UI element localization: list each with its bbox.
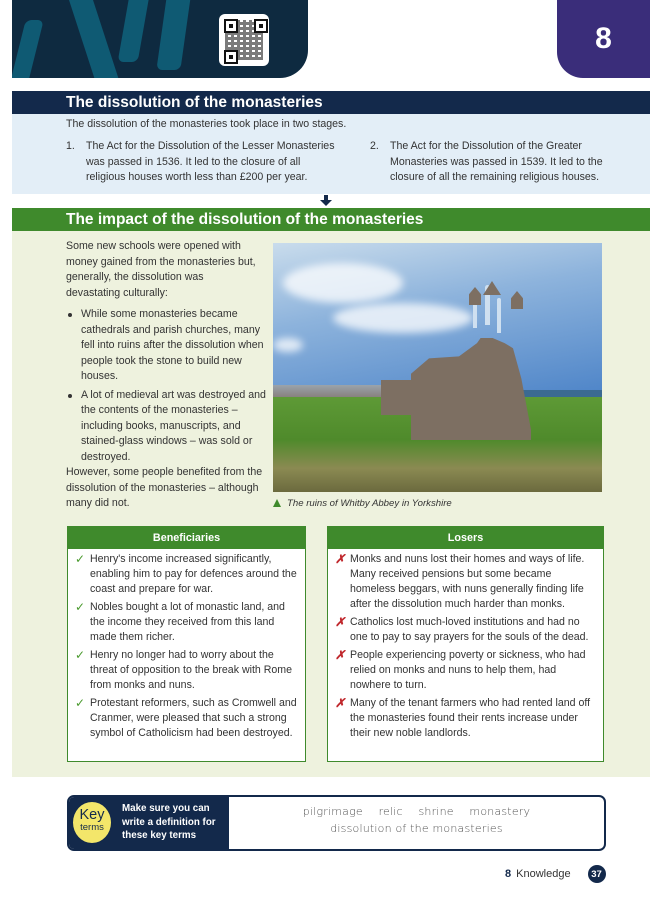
cross-icon: ✗ [335,648,346,662]
table-header: Losers [328,527,603,549]
list-item [75,600,299,645]
checkmark-icon: ✓ [75,696,86,710]
impact-conclusion: However, some people benefited from the dissolution of the monasteries – although many did not. [66,466,263,509]
stage-text: The Act for the Dissolution of the Lesser Monasteries was passed in 1536. It led to the closure of all religious houses worth less than £200 per year. [86,140,335,183]
key-term: shrine [418,805,454,818]
item-text: Henry's income increased significantly, enabling him to pay for defences around the coast and prepare for war. [90,553,297,595]
page-footer [505,865,606,883]
section-title: The dissolution of the monasteries [66,94,323,111]
list-item [75,696,299,741]
badge-line: Key [79,807,105,823]
key-terms-list [229,803,604,837]
item-text: People experiencing poverty or sickness, who had relied on monks and nuns to help them, had nowhere to turn. [350,649,586,691]
triangle-up-icon [273,499,281,507]
brush-decoration [66,0,122,78]
image-caption [273,498,452,509]
item-text: Protestant reformers, such as Cromwell and Cranmer, were pleased that such a strong symbol of Catholicism had been destroyed. [90,697,297,739]
stage-number: 2. [370,140,379,152]
stage-item [66,139,336,186]
chapter-number-tab: 8 [557,0,650,78]
key-terms-panel [69,797,229,849]
brush-decoration [118,0,151,62]
bullet-item: While some monasteries became cathedrals and parish churches, many fell into ruins after the dissolution when people took the stone to build new houses. [66,307,276,385]
checkmark-icon: ✓ [75,600,86,614]
item-text: Monks and nuns lost their homes and ways of life. Many received pensions but some became homeless beggars, with nuns generally finding life after the dissolution much harder than monks. [350,553,585,610]
list-item [335,648,597,693]
item-text: Catholics lost much-loved institutions and had no one to pay to say prayers for the souls of the dead. [350,616,589,643]
impact-intro: Some new schools were opened with money gained from the monasteries but, generally, the dissolution was devastating culturally: [66,240,256,299]
caption-text: The ruins of Whitby Abbey in Yorkshire [287,498,452,509]
key-terms-box [67,795,606,851]
list-item [335,696,597,741]
item-text: Many of the tenant farmers who had rented land off the monasteries found their rents increase under their new noble landlords. [350,697,591,739]
key-terms-badge [72,801,112,844]
item-text: Nobles bought a lot of monastic land, and the income they received from this land made them richer. [90,601,285,643]
badge-line: terms [80,822,104,833]
section-intro: The dissolution of the monasteries took place in two stages. [66,118,347,130]
stage-text: The Act for the Dissolution of the Greater Monasteries was passed in 1539. It led to the closure of all the remaining religious houses. [390,140,603,183]
key-term: relic [378,805,403,818]
qr-code-icon[interactable] [219,14,269,66]
brush-decoration [156,0,191,70]
beneficiaries-table [67,526,306,762]
cross-icon: ✗ [335,552,346,566]
section-title: The impact of the dissolution of the monasteries [66,211,424,228]
stage-item [370,139,610,186]
brush-decoration [12,20,44,78]
impact-bullet-list [66,307,276,468]
footer-chapter: 8 [505,868,512,880]
cross-icon: ✗ [335,696,346,710]
item-text: Henry no longer had to worry about the threat of opposition to the break with Rome from monks and nuns. [90,649,292,691]
table-header: Beneficiaries [68,527,305,549]
bullet-item: A lot of medieval art was destroyed and the contents of the monasteries – including books, manuscripts, and stained-glass windows – was sold or destroyed. [66,388,276,466]
losers-table [327,526,604,762]
checkmark-icon: ✓ [75,552,86,566]
key-term: dissolution of the monasteries [330,822,503,835]
page-number: 37 [588,865,606,883]
key-terms-instruction: Make sure you can write a definition for these key terms [122,803,216,841]
list-item [335,615,597,645]
cross-icon: ✗ [335,615,346,629]
list-item [75,648,299,693]
stage-number: 1. [66,140,75,152]
whitby-abbey-photo [273,243,602,492]
footer-section: Knowledge [516,868,571,880]
key-term: pilgrimage [302,805,363,818]
key-term: monastery [469,805,531,818]
list-item [75,552,299,597]
checkmark-icon: ✓ [75,648,86,662]
list-item [335,552,597,612]
